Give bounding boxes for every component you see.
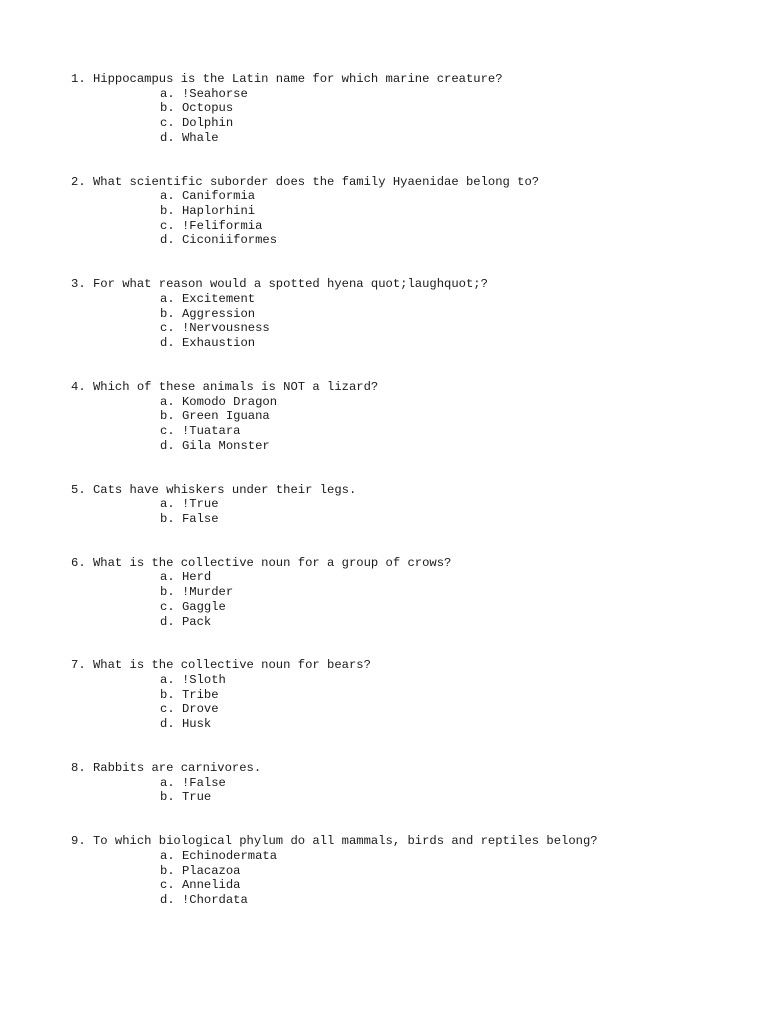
option-text: Herd: [181, 570, 212, 585]
option-text: Dolphin: [181, 116, 234, 131]
option-letter: a.: [160, 673, 175, 688]
answer-option: [71, 849, 751, 864]
option-text: Aggression: [181, 306, 256, 321]
question-number: 3.: [71, 277, 86, 292]
question-text: What scientific suborder does the family Hyaenidae belong to?: [92, 174, 540, 189]
question-block: [71, 175, 751, 248]
answer-option: [71, 116, 751, 131]
answer-option: [71, 585, 751, 600]
option-text: !Tuatara: [181, 423, 241, 438]
option-letter: d.: [160, 717, 175, 732]
question-block: [71, 761, 751, 805]
answer-option: [71, 512, 751, 527]
question-block: [71, 72, 751, 145]
answer-option: [71, 570, 751, 585]
question-number: 6.: [71, 555, 86, 570]
answer-option: [71, 673, 751, 688]
option-text: Komodo Dragon: [181, 394, 278, 409]
option-text: !Nervousness: [181, 321, 270, 336]
question-number: 4.: [71, 379, 86, 394]
question-text: What is the collective noun for a group of crows?: [92, 555, 452, 570]
option-letter: b.: [160, 306, 175, 321]
option-letter: c.: [160, 878, 175, 893]
option-text: Whale: [181, 130, 219, 145]
option-text: Gila Monster: [181, 438, 270, 453]
option-text: !Sloth: [181, 673, 226, 688]
question-text: To which biological phylum do all mammals, birds and reptiles belong?: [92, 834, 598, 849]
option-text: Ciconiiformes: [181, 233, 278, 248]
question-text: Hippocampus is the Latin name for which marine creature?: [92, 72, 503, 86]
option-text: Pack: [181, 614, 212, 629]
answer-option: [71, 439, 751, 454]
option-letter: d.: [160, 893, 175, 907]
answer-option: [71, 864, 751, 879]
option-text: Tribe: [181, 687, 219, 702]
option-letter: b.: [160, 790, 175, 805]
option-letter: a.: [160, 86, 175, 101]
answer-option: [71, 878, 751, 893]
question-line: [71, 556, 751, 571]
answer-option: [71, 600, 751, 615]
option-letter: a.: [160, 291, 175, 306]
option-letter: c.: [160, 599, 175, 614]
option-letter: b.: [160, 863, 175, 878]
answer-option: [71, 131, 751, 146]
option-text: Caniformia: [181, 189, 256, 204]
option-text: Green Iguana: [181, 409, 270, 424]
question-line: [71, 175, 751, 190]
option-text: True: [181, 790, 212, 805]
option-letter: b.: [160, 687, 175, 702]
answer-option: [71, 219, 751, 234]
answer-option: [71, 409, 751, 424]
option-text: Echinodermata: [181, 848, 278, 863]
option-letter: b.: [160, 585, 175, 600]
option-text: !Chordata: [181, 893, 248, 907]
option-letter: a.: [160, 775, 175, 790]
question-text: Cats have whiskers under their legs.: [92, 482, 357, 497]
question-block: [71, 277, 751, 350]
answer-option: [71, 307, 751, 322]
answer-option: [71, 776, 751, 791]
answer-option: [71, 336, 751, 351]
answer-option: [71, 893, 751, 908]
answer-option: [71, 395, 751, 410]
question-block: [71, 380, 751, 453]
quiz-document: [71, 72, 751, 937]
option-text: !Seahorse: [181, 86, 248, 101]
answer-option: [71, 189, 751, 204]
option-text: !Feliformia: [181, 218, 263, 233]
answer-option: [71, 702, 751, 717]
option-letter: a.: [160, 570, 175, 585]
option-text: Drove: [181, 702, 219, 717]
option-letter: c.: [160, 702, 175, 717]
option-letter: a.: [160, 497, 175, 512]
question-text: Which of these animals is NOT a lizard?: [92, 379, 379, 394]
option-letter: c.: [160, 218, 175, 233]
question-block: [71, 834, 751, 907]
option-letter: d.: [160, 130, 175, 145]
option-letter: d.: [160, 614, 175, 629]
question-line: [71, 483, 751, 498]
option-letter: c.: [160, 423, 175, 438]
option-text: Annelida: [181, 878, 241, 893]
answer-option: [71, 101, 751, 116]
option-letter: b.: [160, 101, 175, 116]
option-text: !Murder: [181, 585, 234, 600]
option-letter: a.: [160, 189, 175, 204]
question-block: [71, 658, 751, 731]
option-text: !False: [181, 775, 226, 790]
question-line: [71, 380, 751, 395]
option-letter: b.: [160, 204, 175, 218]
answer-option: [71, 615, 751, 630]
answer-option: [71, 790, 751, 805]
option-letter: b.: [160, 409, 175, 424]
question-number: 1.: [71, 72, 86, 86]
answer-option: [71, 717, 751, 732]
option-letter: b.: [160, 511, 175, 526]
answer-option: [71, 688, 751, 703]
question-block: [71, 556, 751, 629]
option-letter: d.: [160, 233, 175, 248]
question-line: [71, 658, 751, 673]
question-number: 9.: [71, 834, 86, 849]
question-number: 5.: [71, 482, 86, 497]
option-text: Placazoa: [181, 863, 241, 878]
option-letter: a.: [160, 848, 175, 863]
question-line: [71, 761, 751, 776]
answer-option: [71, 292, 751, 307]
option-text: Haplorhini: [181, 204, 256, 218]
question-line: [71, 72, 751, 87]
option-text: Excitement: [181, 291, 256, 306]
question-block: [71, 483, 751, 527]
answer-option: [71, 204, 751, 219]
question-text: For what reason would a spotted hyena quot;laughquot;?: [92, 277, 488, 292]
question-number: 8.: [71, 761, 86, 775]
answer-option: [71, 424, 751, 439]
option-text: Gaggle: [181, 599, 226, 614]
option-text: Husk: [181, 717, 212, 732]
option-letter: c.: [160, 116, 175, 131]
option-text: Exhaustion: [181, 336, 256, 350]
question-text: Rabbits are carnivores.: [92, 761, 262, 775]
option-letter: d.: [160, 336, 175, 350]
option-text: Octopus: [181, 101, 234, 116]
question-text: What is the collective noun for bears?: [92, 658, 371, 673]
option-letter: d.: [160, 438, 175, 453]
question-line: [71, 277, 751, 292]
answer-option: [71, 87, 751, 102]
answer-option: [71, 497, 751, 512]
option-letter: a.: [160, 394, 175, 409]
option-text: !True: [181, 497, 219, 512]
question-number: 2.: [71, 174, 86, 189]
option-letter: c.: [160, 321, 175, 336]
question-line: [71, 834, 751, 849]
question-number: 7.: [71, 658, 86, 673]
answer-option: [71, 321, 751, 336]
answer-option: [71, 233, 751, 248]
option-text: False: [181, 511, 219, 526]
